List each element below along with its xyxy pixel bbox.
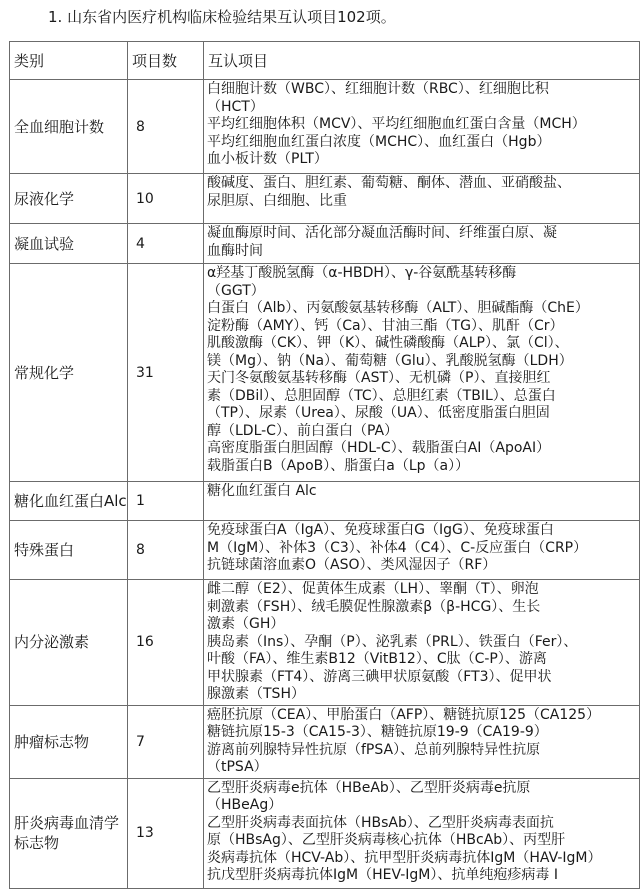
item-line: （HBeAg） (207, 797, 283, 813)
item-line: 白蛋白（Alb）、丙氨酸氨基转移酶（ALT）、胆碱酯酶（ChE） (207, 300, 589, 316)
table-row (10, 705, 640, 778)
item-line: 叶酸（FA）、维生素B12（VitB12）、C肽（C-P）、游离 (207, 651, 547, 667)
item-line: 素（DBil）、总胆固醇（TC）、总胆红素（TBIL）、总蛋白 (207, 387, 556, 404)
item-line: 酸碱度、蛋白、胆红素、葡萄糖、酮体、潜血、亚硝酸盐、 (207, 175, 571, 191)
item-line: 醇（LDL-C）、前白蛋白（PA） (207, 422, 399, 439)
row-category: 肝炎病毒血清学标志物 (10, 778, 128, 888)
item-line: 平均红细胞血红蛋白浓度（MCHC）、血红蛋白（Hgb） (207, 133, 551, 150)
header-category: 类别 (10, 42, 128, 80)
header-items: 互认项目 (204, 42, 640, 80)
row-category: 糖化血红蛋白Alc (10, 482, 128, 521)
item-line: 血酶时间 (207, 242, 263, 259)
table-row (10, 80, 640, 174)
item-line: 游离前列腺特异性抗原（fPSA）、总前列腺特异性抗原 (207, 741, 541, 758)
item-line: （HCT） (207, 98, 264, 115)
row-items (204, 264, 640, 482)
row-items (204, 705, 640, 778)
row-items (204, 482, 640, 521)
table-row (10, 224, 640, 264)
item-line: 天门冬氨酸氨基转移酶（AST）、无机磷（P）、直接胆红 (207, 370, 551, 386)
item-line: 淀粉酶（AMY）、钙（Ca）、甘油三酯（TG）、肌酐（Cr） (207, 317, 564, 334)
table-header-row (10, 42, 640, 80)
page-title: 1. 山东省内医疗机构临床检验结果互认项目102项。 (48, 8, 396, 26)
item-line: 凝血酶原时间、活化部分凝血活酶时间、纤维蛋白原、凝 (207, 225, 557, 241)
table-row (10, 778, 640, 888)
row-category: 肿瘤标志物 (10, 705, 128, 778)
item-line: （tPSA） (207, 759, 268, 775)
item-line: 白细胞计数（WBC）、红细胞计数（RBC）、红细胞比积 (207, 81, 549, 97)
table-row (10, 482, 640, 521)
item-line: 激素（GH） (207, 616, 285, 632)
item-line: 刺激素（FSH）、绒毛膜促性腺激素β（β-HCG）、生长 (207, 598, 541, 615)
row-category: 尿液化学 (10, 174, 128, 224)
row-count: 8 (128, 80, 204, 174)
row-count: 7 (128, 705, 204, 778)
item-line: （GGT） (207, 282, 265, 299)
table-row (10, 174, 640, 224)
item-line: 镁（Mg）、钠（Na）、葡萄糖（Glu）、乳酸脱氢酶（LDH） (207, 352, 573, 369)
row-category: 内分泌激素 (10, 580, 128, 706)
item-line: M（IgM）、补体3（C3）、补体4（C4）、C-反应蛋白（CRP） (207, 539, 588, 556)
item-line: 原（HBsAg）、乙型肝炎病毒核心抗体（HBcAb）、丙型肝 (207, 832, 566, 848)
item-line: 高密度脂蛋白胆固醇（HDL-C）、载脂蛋白AⅠ（ApoAⅠ） (207, 440, 551, 456)
row-count: 16 (128, 580, 204, 706)
item-line: 炎病毒抗体（HCV-Ab）、抗甲型肝炎病毒抗体IgM（HAV-IgM） (207, 849, 602, 866)
table-row (10, 580, 640, 706)
table-row (10, 264, 640, 482)
item-line: α羟基丁酸脱氢酶（α-HBDH）、γ-谷氨酰基转移酶 (207, 265, 517, 281)
item-line: 乙型肝炎病毒e抗体（HBeAb）、乙型肝炎病毒e抗原 (207, 779, 531, 796)
header-count: 项目数 (128, 42, 204, 80)
item-line: （TP）、尿素（Urea）、尿酸（UA）、低密度脂蛋白胆固 (207, 405, 550, 421)
mutual-recognition-table (9, 41, 640, 889)
row-count: 13 (128, 778, 204, 888)
row-items (204, 224, 640, 264)
item-line: 抗链球菌溶血素O（ASO）、类风湿因子（RF） (207, 557, 497, 573)
item-line: 胰岛素（Ins）、孕酮（P）、泌乳素（PRL）、铁蛋白（Fer）、 (207, 633, 578, 650)
row-items (204, 174, 640, 224)
item-line: 血小板计数（PLT） (207, 151, 328, 167)
row-category: 常规化学 (10, 264, 128, 482)
item-line: 糖化血红蛋白 Alc (207, 483, 317, 499)
table-row (10, 521, 640, 580)
item-line: 载脂蛋白B（ApoB）、脂蛋白a（Lp（a）） (207, 457, 470, 474)
item-line: 腺激素（TSH） (207, 686, 305, 702)
row-count: 4 (128, 224, 204, 264)
row-items (204, 80, 640, 174)
row-count: 31 (128, 264, 204, 482)
row-count: 8 (128, 521, 204, 580)
row-items (204, 778, 640, 888)
item-line: 乙型肝炎病毒表面抗体（HBsAb）、乙型肝炎病毒表面抗 (207, 814, 554, 831)
row-count: 1 (128, 482, 204, 521)
item-line: 糖链抗原15-3（CA15-3）、糖链抗原19-9（CA19-9） (207, 724, 548, 740)
row-items (204, 521, 640, 580)
row-count: 10 (128, 174, 204, 224)
row-items (204, 580, 640, 706)
item-line: 癌胚抗原（CEA）、甲胎蛋白（AFP）、糖链抗原125（CA125） (207, 706, 601, 723)
item-line: 平均红细胞体积（MCV）、平均红细胞血红蛋白含量（MCH） (207, 116, 586, 132)
item-line: 雌二醇（E2）、促黄体生成素（LH）、睾酮（T）、卵泡 (207, 581, 539, 597)
item-line: 甲状腺素（FT4）、游离三碘甲状原氨酸（FT3）、促甲状 (207, 668, 552, 685)
item-line: 肌酸激酶（CK）、钾（K）、碱性磷酸酶（ALP）、氯（Cl）、 (207, 335, 569, 351)
row-category: 全血细胞计数 (10, 80, 128, 174)
row-category: 凝血试验 (10, 224, 128, 264)
item-line: 免疫球蛋白A（IgA）、免疫球蛋白G（IgG）、免疫球蛋白 (207, 522, 554, 538)
item-line: 抗戊型肝炎病毒抗体IgM（HEV-IgM）、抗单纯疱疹病毒 Ⅰ (207, 867, 558, 883)
row-category: 特殊蛋白 (10, 521, 128, 580)
item-line: 尿胆原、白细胞、比重 (207, 192, 347, 209)
